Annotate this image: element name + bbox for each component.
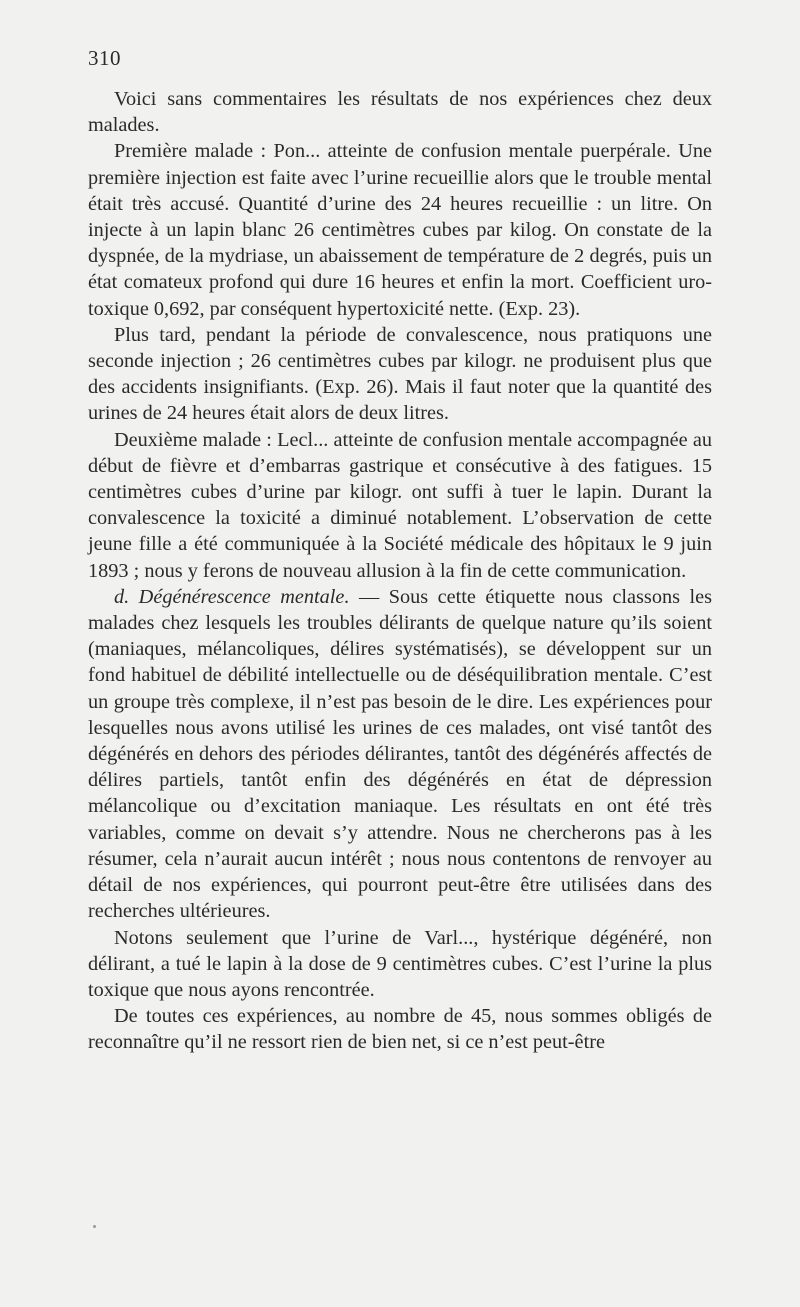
paragraph-intro: Voici sans commentaires les résultats de nos expériences chez deux malades. [88, 88, 712, 137]
page-number: 310 [88, 46, 121, 70]
paragraph-degenerescence [88, 584, 712, 925]
paragraph-varl: Notons seulement que l’urine de Varl..., hystérique dégénéré, non délirant, a tué le lapin à la dose de 9 centimètres cubes. C’est l’urine la plus toxique que nous ayons rencontrée. [88, 926, 712, 1001]
paragraph-convalescence: Plus tard, pendant la période de convalescence, nous pratiquons une seconde injection ; 26 centimètres cubes par kilogr. ne produisent plus que des accidents insignifiants. (Exp. 26). Mais il faut noter que la quantité des urines de 24 heures était alors de deux litres. [88, 323, 712, 425]
paragraph-second-patient: Deuxième malade : Lecl... atteinte de confusion mentale accompagnée au début de fièvre et d’embarras gastrique et consécutive à des fatigues. 15 centimètres cubes d’urine par kilogr. ont suffi à tuer le lapin. Durant la convalescence la toxicité a diminué notablement. L’observation de cette jeune fille a été communiquée à la Société médicale des hôpitaux le 9 juin 1893 ; nous y ferons de nouveau allusion à la fin de cette communication. [88, 428, 712, 582]
paper-speck [93, 1225, 96, 1228]
section-label: d. Dégénérescence mentale. [114, 585, 350, 608]
section-text: — Sous cette étiquette nous classons les malades chez lesquels les troubles délirants de quelque nature qu’ils soient (maniaques, mélancoliques, délires systématisés), se développent sur un fond habituel de débilité intellectuelle ou de déséquilibration mentale. C’est un groupe très complexe, il n’est pas besoin de le dire. Les expériences pour lesquelles nous avons utilisé les urines de ces malades, ont visé tantôt des dégénérés en dehors des périodes délirantes, tantôt des dégénérés affectés de délires partiels, tantôt enfin des dégénérés en état de dépression mélancolique ou d’excitation maniaque. Les résultats en ont été très variables, comme on devait s’y attendre. Nous ne chercherons pas à les résumer, cela n’aurait aucun intérêt ; nous nous contentons de renvoyer au détail de nos expériences, qui pourront peut-être être utilisées dans des recherches ultérieures. [88, 585, 712, 923]
paragraph-first-patient: Première malade : Pon... atteinte de confusion mentale puerpérale. Une première injection est faite avec l’urine recueillie alors que le trouble mental était très accusé. Quantité d’urine des 24 heures recueillie : un litre. On injecte à un lapin blanc 26 centimètres cubes par kilog. On constate de la dyspnée, de la mydriase, un abaissement de température de 2 degrés, puis un état comateux profond qui dure 16 heures et enfin la mort. Coefficient uro-toxique 0,692, par conséquent hypertoxicité nette. (Exp. 23). [88, 140, 712, 320]
body-text [88, 86, 712, 1056]
paragraph-conclusion: De toutes ces expériences, au nombre de 45, nous sommes obligés de reconnaître qu’il ne ressort rien de bien net, si ce n’est peut-être [88, 1005, 712, 1054]
